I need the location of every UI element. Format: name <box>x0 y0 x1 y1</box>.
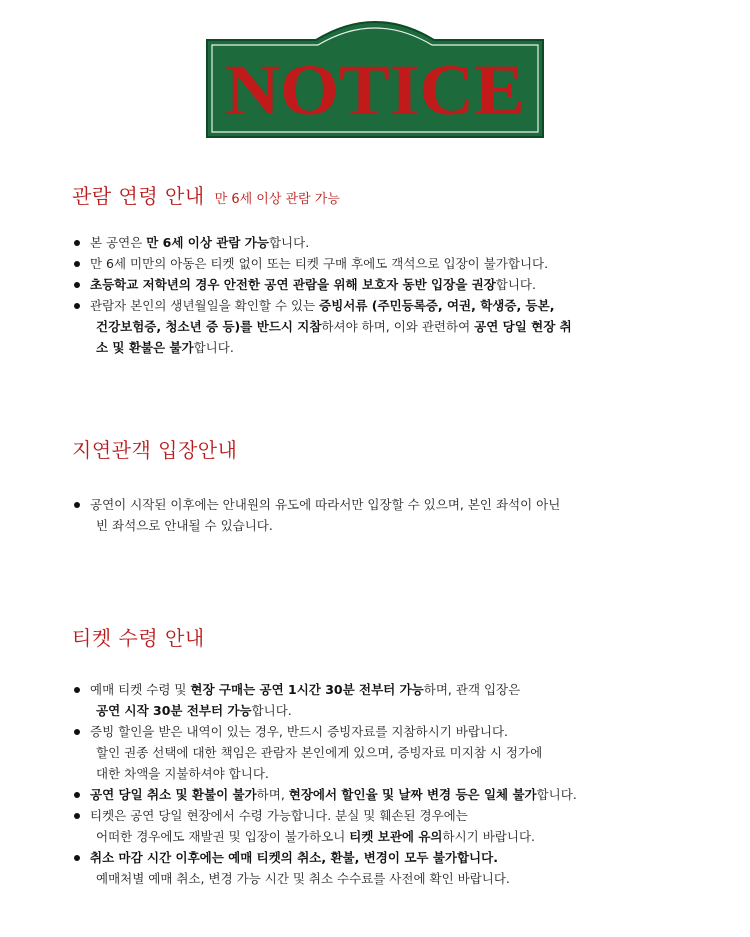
section-title-ticket-pickup <box>72 622 205 651</box>
body-text: 합니다. <box>495 277 536 292</box>
list-item <box>72 679 692 721</box>
body-text: 관람자 본인의 생년월일을 확인할 수 있는 <box>90 298 320 313</box>
body-text: 합니다. <box>193 340 234 355</box>
notice-text: NOTICE <box>225 50 525 130</box>
list-item-line <box>90 253 692 274</box>
emphasis-text: 공연 당일 현장 취 <box>474 319 572 334</box>
list-item-line <box>90 295 692 316</box>
list-item-line <box>90 337 692 358</box>
body-text: 증빙 할인을 받은 내역이 있는 경우, 반드시 증빙자료를 지참하시기 바랍니다. <box>90 724 509 739</box>
list-item-line <box>90 784 692 805</box>
bullet-dot-icon <box>74 282 80 288</box>
list-item-line <box>90 826 692 847</box>
list-item-line <box>90 274 692 295</box>
section-title-text: 관람 연령 안내 <box>72 184 205 208</box>
emphasis-text: 공연 시작 30분 전부터 가능 <box>96 703 252 718</box>
list-item-line <box>90 721 692 742</box>
emphasis-text: 현장에서 할인율 및 날짜 변경 등은 일체 불가 <box>288 787 537 802</box>
section-title-age <box>72 180 340 209</box>
body-text: 빈 좌석으로 안내될 수 있습니다. <box>96 518 273 533</box>
emphasis-text: 만 6세 이상 관람 가능 <box>146 235 269 250</box>
bullet-dot-icon <box>74 687 80 693</box>
list-item-line <box>90 515 692 536</box>
body-text: 하셔야 하며, 이와 관련하여 <box>321 319 475 334</box>
ticket-pickup-list <box>72 679 692 889</box>
bullet-dot-icon <box>74 729 80 735</box>
bullet-dot-icon <box>74 502 80 508</box>
emphasis-text: 건강보험증, 청소년 증 등)를 반드시 지참 <box>96 319 322 334</box>
bullet-dot-icon <box>74 792 80 798</box>
section-subtitle: 만 6세 이상 관람 가능 <box>214 192 340 207</box>
list-item <box>72 721 692 784</box>
body-text: 어떠한 경우에도 재발권 및 입장이 불가하오니 <box>96 829 350 844</box>
bullet-dot-icon <box>74 303 80 309</box>
list-item-line <box>90 679 692 700</box>
emphasis-text: 초등학교 저학년의 경우 안전한 공연 관람을 위해 보호자 동반 입장을 권장 <box>90 277 496 292</box>
body-text: 하며, <box>256 787 289 802</box>
emphasis-text: 소 및 환불은 불가 <box>96 340 194 355</box>
body-text: 하시기 바랍니다. <box>442 829 535 844</box>
emphasis-text: 취소 마감 시간 이후에는 예매 티켓의 취소, 환불, 변경이 모두 불가합니다. <box>90 850 498 865</box>
section-title-text: 지연관객 입장안내 <box>72 438 238 462</box>
bullet-dot-icon <box>74 261 80 267</box>
list-item <box>72 295 692 358</box>
body-text: 하며, 관객 입장은 <box>423 682 521 697</box>
list-item-line <box>90 316 692 337</box>
emphasis-text: 증빙서류 (주민등록증, 여권, 학생증, 등본, <box>319 298 555 313</box>
list-item-line <box>90 232 692 253</box>
body-text: 합니다. <box>268 235 310 250</box>
list-item-line <box>90 700 692 721</box>
list-item-line <box>90 868 692 889</box>
body-text: 합니다. <box>536 787 577 802</box>
emphasis-text: 현장 구매는 공연 1시간 30분 전부터 가능 <box>190 682 424 697</box>
section-title-text: 티켓 수령 안내 <box>72 626 205 650</box>
list-item-line <box>90 805 692 826</box>
late-entry-list <box>72 494 692 536</box>
body-text: 예매 티켓 수령 및 <box>90 682 191 697</box>
body-text: 합니다. <box>251 703 292 718</box>
age-notice-list <box>72 232 692 358</box>
emphasis-text: 공연 당일 취소 및 환불이 불가 <box>90 787 257 802</box>
notice-banner <box>206 12 544 138</box>
list-item <box>72 805 692 847</box>
list-item-line <box>90 847 692 868</box>
list-item-line <box>90 763 692 784</box>
body-text: 대한 차액을 지불하셔야 합니다. <box>96 766 269 781</box>
list-item <box>72 232 692 253</box>
section-title-late-entry <box>72 434 237 463</box>
body-text: 예매처별 예매 취소, 변경 가능 시간 및 취소 수수료를 사전에 확인 바랍니다. <box>96 871 510 886</box>
bullet-dot-icon <box>74 813 80 819</box>
bullet-dot-icon <box>74 855 80 861</box>
emphasis-text: 티켓 보관에 유의 <box>349 829 443 844</box>
list-item <box>72 253 692 274</box>
list-item <box>72 784 692 805</box>
list-item-line <box>90 742 692 763</box>
body-text: 할인 권종 선택에 대한 책임은 관람자 본인에게 있으며, 증빙자료 미지참 시 정가에 <box>96 745 543 760</box>
notice-sign-graphic <box>206 12 544 138</box>
bullet-dot-icon <box>74 240 80 246</box>
body-text: 티켓은 공연 당일 현장에서 수령 가능합니다. 분실 및 훼손된 경우에는 <box>90 808 468 823</box>
list-item <box>72 847 692 889</box>
body-text: 만 6세 미만의 아동은 티켓 없이 또는 티켓 구매 후에도 객석으로 입장이 불가합니다. <box>90 256 549 271</box>
list-item-line <box>90 494 692 515</box>
list-item <box>72 494 692 536</box>
list-item <box>72 274 692 295</box>
body-text: 본 공연은 <box>90 235 147 250</box>
body-text: 공연이 시작된 이후에는 안내원의 유도에 따라서만 입장할 수 있으며, 본인 좌석이 아닌 <box>90 497 561 512</box>
